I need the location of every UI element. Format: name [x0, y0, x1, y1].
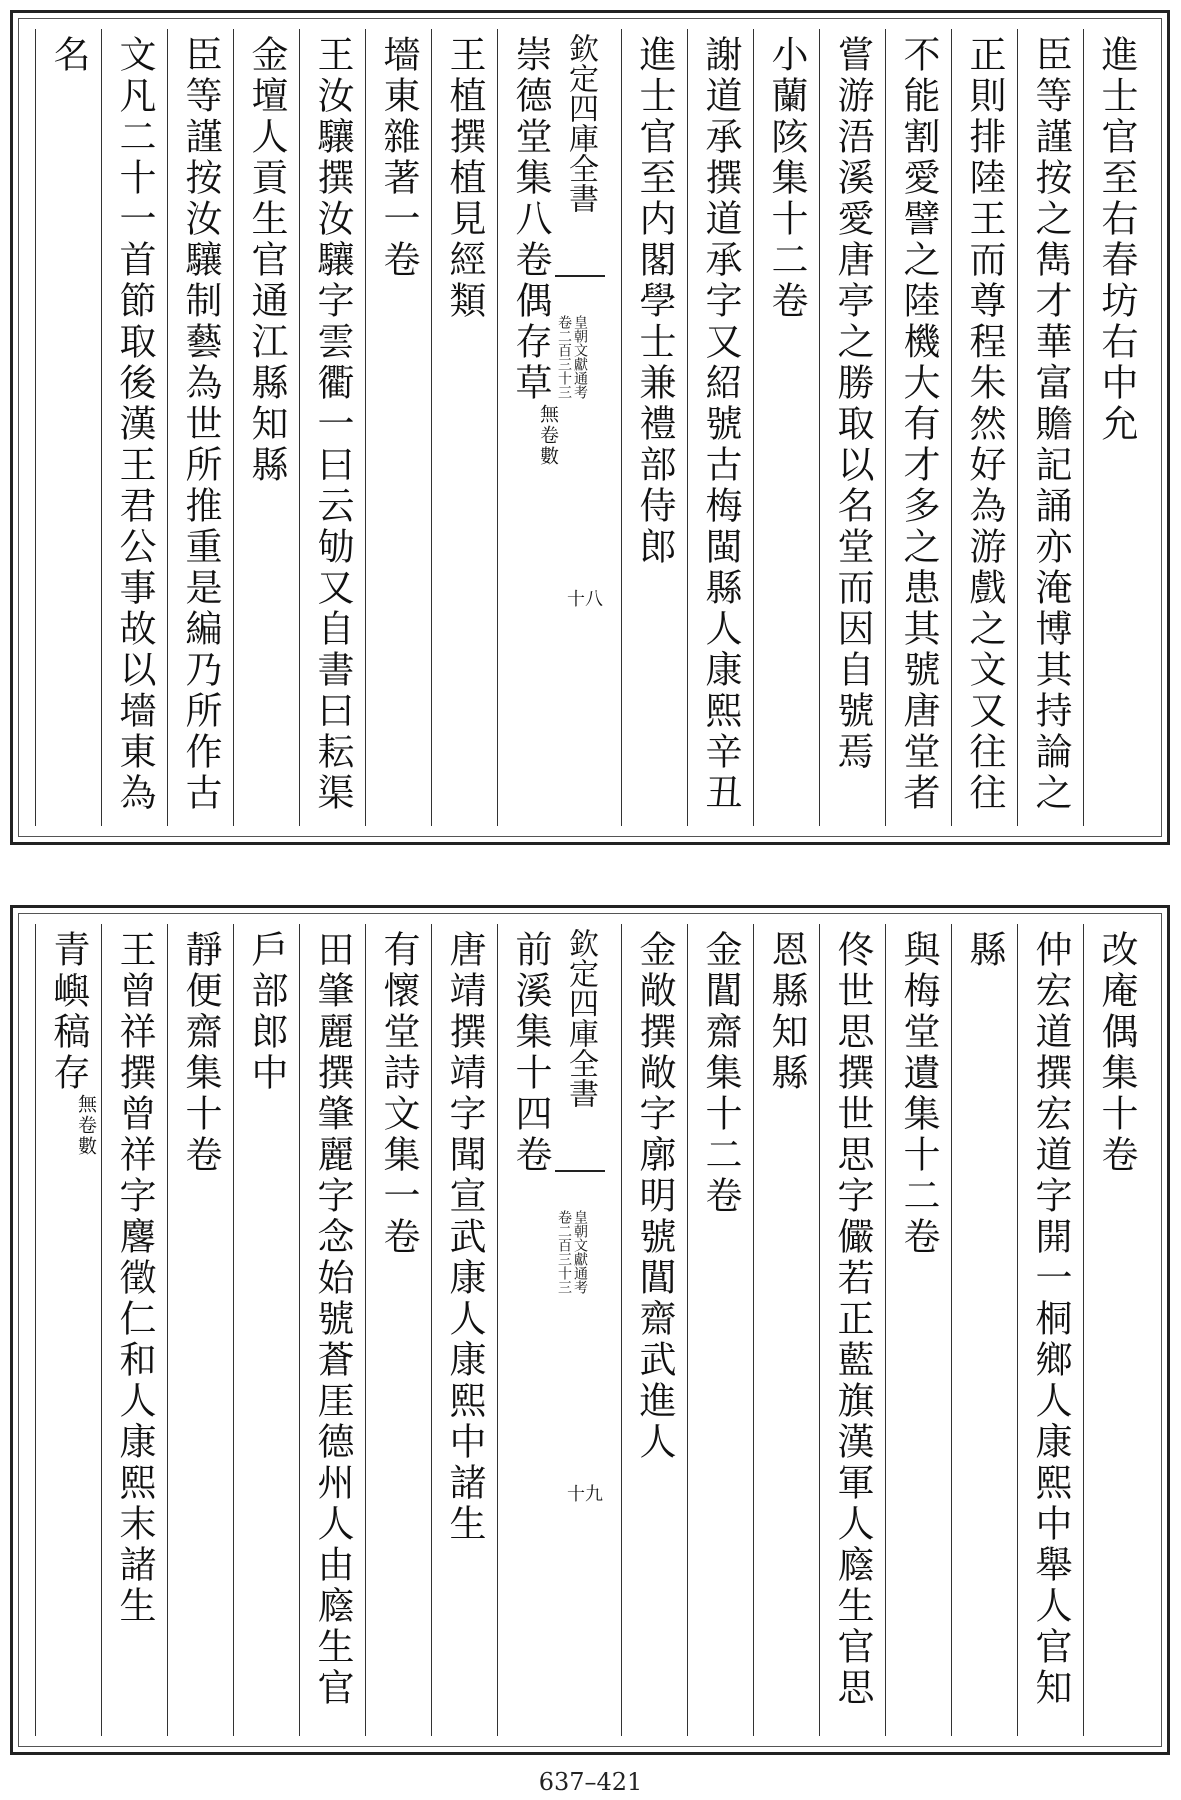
- column-rule: [35, 29, 36, 826]
- column-text: 佟世思撰世思字儼若正藍旗漢軍人廕生官思: [831, 930, 874, 1709]
- center-margin: [555, 25, 605, 830]
- column-text: 田肇麗撰肇麗字念始號蒼厓德州人由廕生官: [311, 930, 354, 1709]
- column-annotation: 無卷數: [537, 404, 559, 467]
- column-rule: [497, 924, 498, 1736]
- column-text: 墻東雜著一卷: [377, 35, 420, 281]
- text-column: [171, 35, 229, 820]
- text-column: [171, 930, 229, 1730]
- text-column: [757, 35, 815, 820]
- column-rule: [167, 924, 168, 1736]
- margin-title: 欽定四庫全書: [563, 928, 598, 1108]
- text-column: [955, 930, 1013, 1730]
- column-text: 臣等謹按汝驤制藝為世所推重是編乃所作古: [179, 35, 222, 814]
- column-text: 不能割愛譬之陸機大有才多之患其號唐堂者: [897, 35, 940, 814]
- column-rule: [101, 29, 102, 826]
- column-rule: [819, 924, 820, 1736]
- column-rule: [1017, 924, 1018, 1736]
- fish-tail-divider: [555, 1170, 605, 1172]
- column-rule: [753, 924, 754, 1736]
- column-rule: [819, 29, 820, 826]
- column-text: 改庵偶集十卷: [1095, 930, 1138, 1176]
- column-text: 有懷堂詩文集一卷: [377, 930, 420, 1258]
- column-text: 金閶齋集十二卷: [699, 930, 742, 1217]
- column-text: 仲宏道撰宏道字開一桐鄉人康熙中舉人官知: [1029, 930, 1072, 1709]
- column-rule: [621, 924, 622, 1736]
- text-column: [435, 930, 493, 1730]
- text-column: [435, 35, 493, 820]
- text-column: [369, 35, 427, 820]
- column-rule: [299, 29, 300, 826]
- text-column: [625, 35, 683, 820]
- column-rule: [101, 924, 102, 1736]
- column-text: 王汝驤撰汝驤字雲衢一曰云劬又自書曰耘渠: [311, 35, 354, 814]
- text-column: [625, 930, 683, 1730]
- column-rule: [167, 29, 168, 826]
- margin-source: 皇朝文獻通考: [572, 1210, 588, 1294]
- column-rule: [233, 29, 234, 826]
- column-text: 青嶼稿存: [47, 930, 90, 1094]
- margin-volume: 卷二百三十三: [556, 315, 572, 399]
- text-column: [823, 930, 881, 1730]
- column-text: 金敞撰敞字廓明號閶齋武進人: [633, 930, 676, 1463]
- column-rule: [431, 29, 432, 826]
- column-text: 前溪集十四卷: [509, 930, 552, 1176]
- margin-title: 欽定四庫全書: [563, 33, 598, 213]
- text-column: [105, 930, 163, 1730]
- column-text: 與梅堂遺集十二卷: [897, 930, 940, 1258]
- text-column: [1087, 930, 1145, 1730]
- margin-volume: 卷二百三十三: [556, 1210, 572, 1294]
- text-column: [501, 930, 559, 1730]
- text-column: [1087, 35, 1145, 820]
- column-annotation: 無卷數: [75, 1094, 97, 1157]
- column-text: 名: [47, 35, 90, 76]
- text-column: [39, 930, 97, 1730]
- column-text: 縣: [963, 930, 1006, 971]
- column-rule: [35, 924, 36, 1736]
- text-column: [691, 35, 749, 820]
- margin-source: 皇朝文獻通考: [572, 315, 588, 399]
- margin-leaf-number: 十九: [567, 1484, 603, 1505]
- column-rule: [885, 29, 886, 826]
- text-column: [955, 35, 1013, 820]
- column-rule: [753, 29, 754, 826]
- column-text: 唐靖撰靖字聞宣武康人康熙中諸生: [443, 930, 486, 1545]
- column-rule: [431, 924, 432, 1736]
- column-rule: [951, 924, 952, 1736]
- column-rule: [951, 29, 952, 826]
- text-column: [39, 35, 97, 820]
- text-column: [237, 35, 295, 820]
- bottom-page: [10, 905, 1170, 1755]
- text-column: [889, 930, 947, 1730]
- column-rule: [365, 29, 366, 826]
- column-text: 正則排陸王而尊程朱然好為游戲之文又往往: [963, 35, 1006, 814]
- column-rule: [233, 924, 234, 1736]
- column-text: 恩縣知縣: [765, 930, 808, 1094]
- text-column: [1021, 930, 1079, 1730]
- text-column: [237, 930, 295, 1730]
- fish-tail-divider: [555, 275, 605, 277]
- column-rule: [1083, 29, 1084, 826]
- column-rule: [1083, 924, 1084, 1736]
- text-column: [1021, 35, 1079, 820]
- column-text: 謝道承撰道承字又紹號古梅閩縣人康熙辛丑: [699, 35, 742, 814]
- column-text: 戶部郎中: [245, 930, 288, 1094]
- column-rule: [687, 924, 688, 1736]
- column-text: 進士官至右春坊右中允: [1095, 35, 1138, 445]
- column-text: 金壇人貢生官通江縣知縣: [245, 35, 288, 486]
- column-rule: [621, 29, 622, 826]
- column-text: 進士官至内閣學士兼禮部侍郎: [633, 35, 676, 568]
- column-rule: [885, 924, 886, 1736]
- column-rule: [299, 924, 300, 1736]
- text-column: [105, 35, 163, 820]
- column-text: 王植撰植見經類: [443, 35, 486, 322]
- margin-leaf-number: 十八: [567, 589, 603, 610]
- column-rule: [365, 924, 366, 1736]
- text-column: [369, 930, 427, 1730]
- text-column: [889, 35, 947, 820]
- text-column: [501, 35, 559, 820]
- column-rule: [1017, 29, 1018, 826]
- text-column: [757, 930, 815, 1730]
- top-page: [10, 10, 1170, 845]
- page-number: 637–421: [538, 1768, 643, 1796]
- column-text: 文凡二十一首節取後漢王君公事故以墻東為: [113, 35, 156, 814]
- column-text: 崇德堂集八卷偶存草: [509, 35, 552, 404]
- column-text: 王曾祥撰曾祥字麐徵仁和人康熙末諸生: [113, 930, 156, 1627]
- text-column: [823, 35, 881, 820]
- column-text: 小蘭陔集十二卷: [765, 35, 808, 322]
- center-margin: [555, 920, 605, 1740]
- column-text: 臣等謹按之雋才華富贍記誦亦淹博其持論之: [1029, 35, 1072, 814]
- column-rule: [687, 29, 688, 826]
- column-text: 嘗游浯溪愛唐亭之勝取以名堂而因自號焉: [831, 35, 874, 773]
- column-rule: [497, 29, 498, 826]
- text-column: [303, 35, 361, 820]
- text-column: [303, 930, 361, 1730]
- text-column: [691, 930, 749, 1730]
- column-text: 靜便齋集十卷: [179, 930, 222, 1176]
